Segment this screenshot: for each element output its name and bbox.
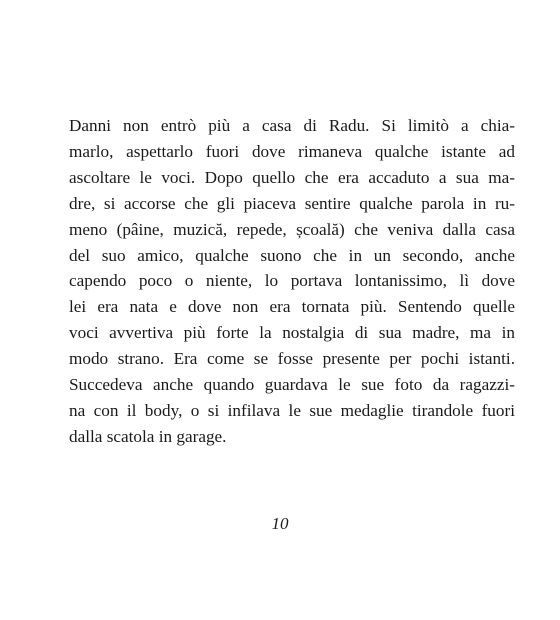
text-line-3: ascoltare le voci. Dopo quello che era accaduto a sua ma- — [69, 167, 515, 187]
text-line-4: dre, si accorse che gli piaceva sentire qualche parola in ru- — [69, 193, 515, 213]
text-line-2: marlo, aspettarlo fuori dove rimaneva qualche istante ad — [69, 141, 515, 161]
page-number: 10 — [271, 514, 289, 533]
text-line-9: voci avvertiva più forte la nostalgia di sua madre, ma in — [69, 323, 515, 343]
text-line-7: capendo poco o niente, lo portava lontanissimo, lì dove — [69, 271, 515, 291]
text-line-6: del suo amico, qualche suono che in un secondo, anche — [69, 245, 515, 265]
text-line-13: dalla scatola in garage. — [69, 426, 227, 446]
body-paragraph — [69, 113, 515, 450]
text-line-1: Danni non entrò più a casa di Radu. Si limitò a chia- — [69, 116, 515, 135]
text-line-12: na con il body, o si infilava le sue medaglie tirandole fuori — [69, 400, 515, 420]
text-line-5: meno (pâine, muzică, repede, școală) che veniva dalla casa — [69, 219, 515, 239]
text-line-8: lei era nata e dove non era tornata più. Sentendo quelle — [69, 297, 515, 317]
text-line-10: modo strano. Era come se fosse presente per pochi istanti. — [69, 349, 515, 369]
text-line-11: Succedeva anche quando guardava le sue foto da ragazzi- — [69, 375, 515, 395]
